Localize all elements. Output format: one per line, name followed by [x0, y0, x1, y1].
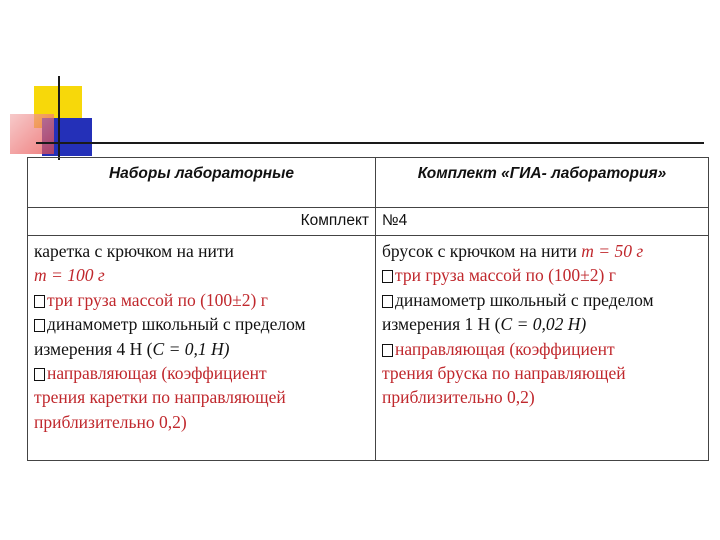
right-mass: т = 50 г [581, 241, 644, 261]
left-dyno-line2 [34, 337, 369, 361]
right-dyno-text-a: динамометр школьный с пределом [395, 289, 654, 310]
left-guide-line2: трения каретки по направляющей [34, 387, 286, 408]
left-item-dynamometer [34, 312, 369, 336]
header-right-cell [376, 158, 709, 208]
checkbox-icon [34, 295, 45, 308]
kit-right-cell [376, 208, 709, 236]
header-right-label: Комплект «ГИА- лаборатория» [417, 165, 667, 182]
header-left-label: Наборы лабораторные [108, 165, 295, 182]
left-item-weights [34, 288, 369, 312]
right-set-cell [376, 236, 709, 461]
left-weights-text: три груза массой по (100±2) г [47, 289, 268, 310]
right-guide-line3: приблизительно 0,2) [382, 387, 535, 408]
right-item-dynamometer [382, 288, 702, 312]
left-item-guide [34, 361, 369, 385]
decor-red-square [10, 114, 54, 154]
left-dyno-text-a: динамометр школьный с пределом [47, 314, 306, 335]
checkbox-icon [34, 368, 45, 381]
right-dyno-line2 [382, 312, 702, 336]
header-left-cell [28, 158, 376, 208]
left-guide-text-a: направляющая (коэффициент [47, 363, 267, 384]
left-item-carriage: каретка с крючком на нити [34, 241, 234, 261]
kit-left-cell [28, 208, 376, 236]
left-set-cell [28, 236, 376, 461]
decor-horizontal-line [36, 142, 704, 144]
checkbox-icon [382, 270, 393, 283]
right-guide-line2: трения бруска по направляющей [382, 363, 626, 384]
equipment-table [27, 157, 709, 461]
left-guide-line3: приблизительно 0,2) [34, 411, 187, 432]
left-mass: т = 100 г [34, 265, 105, 286]
right-item-guide [382, 337, 702, 361]
kit-number: №4 [382, 212, 408, 229]
right-block-text: брусок с крючком на нити [382, 241, 582, 261]
right-weights-text: три груза массой по (100±2) г [395, 265, 616, 286]
right-item-block [382, 239, 702, 263]
checkbox-icon [382, 344, 393, 357]
right-guide-text-a: направляющая (коэффициент [395, 338, 615, 359]
kit-label: Комплект [300, 212, 369, 229]
right-dyno-value: С = 0,02 Н) [500, 314, 587, 335]
checkbox-icon [382, 295, 393, 308]
decor-vertical-line [58, 76, 60, 160]
left-dyno-value: С = 0,1 Н) [152, 338, 230, 359]
left-dyno-prefix: измерения 4 Н ( [34, 338, 153, 359]
right-item-weights [382, 263, 702, 287]
checkbox-icon [34, 319, 45, 332]
right-dyno-prefix: измерения 1 Н ( [382, 314, 501, 335]
